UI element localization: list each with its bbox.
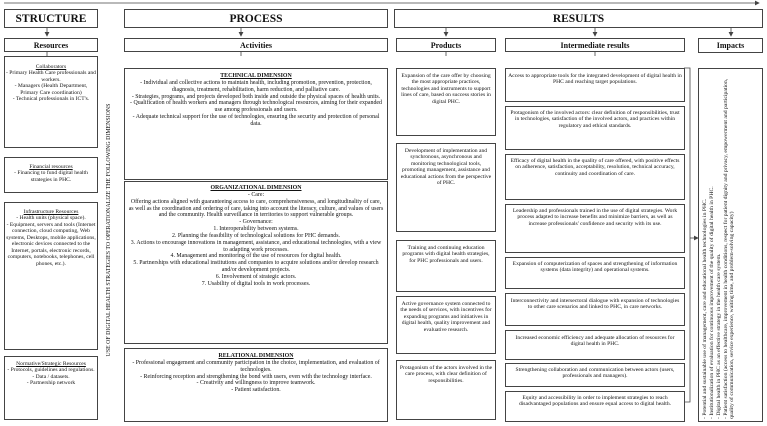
process-header: PROCESS bbox=[124, 9, 388, 28]
organizational-dimension-box bbox=[124, 181, 388, 344]
impact-item: - Patient satisfaction (access to healthcare, improvement in health conditions, respect for patient dignity and privacy, empowerment and participation, quality of communication, service experience, waiting time, and problem-solving capacity) bbox=[722, 78, 736, 419]
product-box bbox=[396, 296, 496, 354]
collaborators-line: - Technical professionals in ICT's. bbox=[12, 96, 90, 103]
product-text: Expansion of the care offer by choosing the most appropriate practices, technologies and instruments to support lines of care, based on success stories in digital PHC. bbox=[401, 73, 491, 105]
infrastructure-line: - Equipment, servers and tools (Internet connection, cloud computing, Web systems, Desktops, mobile applications, electronic devices connected to the Internet, portals, electronic records, computers, notebooks, telephones, cell phones, etc.). bbox=[6, 221, 96, 267]
impact-item: - Potential and sustainable use of management, care and educational health technologies in PHC. bbox=[702, 198, 708, 419]
governance-item: 4. Management and monitoring of the use of resources for digital health. bbox=[170, 253, 342, 260]
intermediate-result-box bbox=[505, 293, 685, 326]
vertical-dimension-label: USE OF DIGITAL HEALTH STRATEGIES TO OPERATIONALIZE THE FOLLOWING DIMENSIONS bbox=[106, 103, 112, 357]
financial-box bbox=[4, 157, 98, 193]
results-header: RESULTS bbox=[394, 9, 763, 28]
intermediate-result-text: Protagonism of the involved actors: clear definition of responsibilities, trust in technologies, satisfaction of the involved actors, and practices within regulatory and ethical standards. bbox=[510, 110, 680, 129]
governance-item: 3. Actions to encourage innovations in management, assistance, and educational technologies, with a view to adapting work processes. bbox=[130, 239, 382, 253]
product-text: Active governance system connected to the needs of services, with incentives for expanding programs and initiatives in digital health, quality improvement and evaluative research. bbox=[400, 301, 492, 333]
technical-line: - Strategies, programs, and projects developed both inside and outside the physical spaces of health units. bbox=[131, 93, 381, 100]
impact-item: - Institutionalization of evaluation for continuous improvement of the quality of digital health in PHC. bbox=[708, 186, 715, 419]
financial-line: - Financing to fund digital health strategies in PHC. bbox=[14, 170, 88, 183]
normative-box bbox=[4, 356, 98, 420]
relational-line: - Patient satisfaction. bbox=[231, 387, 281, 394]
impacts-header: Impacts bbox=[698, 38, 763, 53]
relational-dimension-box bbox=[124, 348, 388, 422]
intermediate-results-header: Intermediate results bbox=[505, 38, 685, 52]
relational-line: - Creativity and willingness to improve teamwork. bbox=[196, 380, 316, 387]
normative-line: - Data / datasets. bbox=[32, 373, 70, 380]
organizational-dimension-title: ORGANIZATIONAL DIMENSION bbox=[210, 185, 302, 191]
product-box bbox=[396, 143, 496, 232]
governance-item: 6. Involvement of strategic actors. bbox=[215, 273, 297, 280]
intermediate-result-text: Increased economic efficiency and adequate allocation of resources for digital health in PHC. bbox=[515, 335, 675, 348]
intermediate-result-box bbox=[505, 363, 685, 387]
intermediate-result-text: Interconnectivity and intersectoral dialogue with expansion of technologies to other care scenarios and linked to PHC, in care networks. bbox=[510, 298, 680, 311]
impacts-box bbox=[698, 68, 763, 422]
intermediate-result-text: Leadership and professionals trained in the use of digital strategies. Work process adapted to increase benefits and minimize barriers, as well as increase professionals' confidence and security with its use. bbox=[512, 208, 678, 227]
intermediate-result-text: Efficacy of digital health in the quality of care offered, with positive effects on adherence, satisfaction, acceptability, resolution, technical accuracy, continuity and coordination of care. bbox=[510, 158, 680, 177]
technical-dimension-box bbox=[124, 68, 388, 180]
relational-dimension-title: RELATIONAL DIMENSION bbox=[218, 353, 294, 359]
governance-label: - Governance: bbox=[239, 219, 273, 226]
normative-line: - Partnership network bbox=[26, 380, 76, 387]
relational-line: - Reinforcing reception and strengthening the bond with users, even with the technology interface. bbox=[140, 373, 372, 380]
intermediate-result-box bbox=[505, 257, 685, 289]
activities-header: Activities bbox=[124, 38, 388, 52]
impact-item: - Digital health in PHC as an effective strategy in the health care system. bbox=[715, 253, 722, 419]
governance-item: 1. Interoperability between systems. bbox=[213, 226, 299, 233]
governance-item: 2. Planning the feasibility of technological solutions for PHC demands. bbox=[171, 232, 341, 239]
structure-header: STRUCTURE bbox=[4, 9, 98, 28]
product-text: Protagonism of the actors involved in the care process, with clear definition of responsibilities. bbox=[399, 365, 493, 384]
intermediate-result-box bbox=[505, 204, 685, 253]
product-box bbox=[396, 68, 496, 136]
intermediate-result-text: Expansion of computerization of spaces and strengthening of information systems (data integrity) and operational systems. bbox=[512, 261, 678, 274]
technical-dimension-title: TECHNICAL DIMENSION bbox=[220, 73, 292, 79]
intermediate-result-box bbox=[505, 68, 685, 102]
governance-item: 7. Usability of digital tools in work processes. bbox=[201, 280, 311, 287]
product-text: Training and continuing education programs with digital health strategies, for PHC professionals and users. bbox=[402, 245, 490, 264]
product-text: Development of implementation and synchronous, asynchronous and monitoring technological tools, promoting management, assistance and educational actions from the perspective of PHC. bbox=[400, 148, 492, 187]
resources-header: Resources bbox=[4, 38, 98, 52]
normative-title: Normative/Strategic Resources bbox=[16, 361, 86, 367]
relational-line: - Professional engagement and community participation in the choice, implementation, and evaluation of technologies. bbox=[132, 359, 380, 373]
intermediate-result-text: Access to appropriate tools for the integrated development of digital health in PHC and reaching target populations. bbox=[508, 73, 682, 86]
intermediate-result-box bbox=[505, 154, 685, 200]
care-text: Offering actions aligned with guaranteeing access to care, comprehensiveness, and longitudinality of care, as well as the coordination and ordering of care, taking into account the literacy, culture, and values of users and the community. Health surveillance in territories to support vulnerable groups. bbox=[128, 198, 384, 219]
infrastructure-box bbox=[4, 202, 98, 350]
intermediate-result-box bbox=[505, 391, 685, 422]
financial-title: Financial resources bbox=[29, 164, 73, 170]
collaborators-line: - Managers (Health Department, Primary Care coordination) bbox=[14, 83, 88, 96]
infrastructure-title: Infrastructure Resources bbox=[23, 209, 79, 215]
products-header: Products bbox=[396, 38, 496, 52]
care-label: - Care: bbox=[247, 191, 265, 198]
technical-line: - Qualification of health workers and managers through technological resources, aiming for their expanded use among professionals and users. bbox=[130, 100, 382, 114]
infrastructure-line: - Health units (physical space). bbox=[16, 215, 86, 222]
collaborators-box bbox=[4, 56, 98, 148]
intermediate-result-box bbox=[505, 330, 685, 360]
collaborators-title: Collaborators bbox=[35, 64, 67, 70]
intermediate-result-box bbox=[505, 106, 685, 150]
normative-line: - Protocols, guidelines and regulations. bbox=[7, 367, 95, 374]
collaborators-line: - Primary Health Care professionals and workers. bbox=[6, 70, 96, 83]
product-box bbox=[396, 240, 496, 292]
technical-line: - Adequate technical support for the use of technologies, ensuring the security and protection of personal data. bbox=[132, 114, 380, 127]
product-box bbox=[396, 360, 496, 420]
technical-line: - Individual and collective actions to maintain health, including promotion, prevention, protection, diagnosis, treatment, rehabilitation, harm reduction, and palliative care. bbox=[140, 79, 372, 93]
governance-item: 5. Partnerships with educational institutions and companies to acquire solutions and/or develop research and/or development projects. bbox=[133, 260, 379, 274]
intermediate-result-text: Equity and accessibility in order to implement strategies to reach disadvantaged populations and ensure equal access to digital health. bbox=[518, 395, 672, 408]
intermediate-result-text: Strengthening collaboration and communication between actors (users, professionals and managers). bbox=[515, 367, 675, 380]
